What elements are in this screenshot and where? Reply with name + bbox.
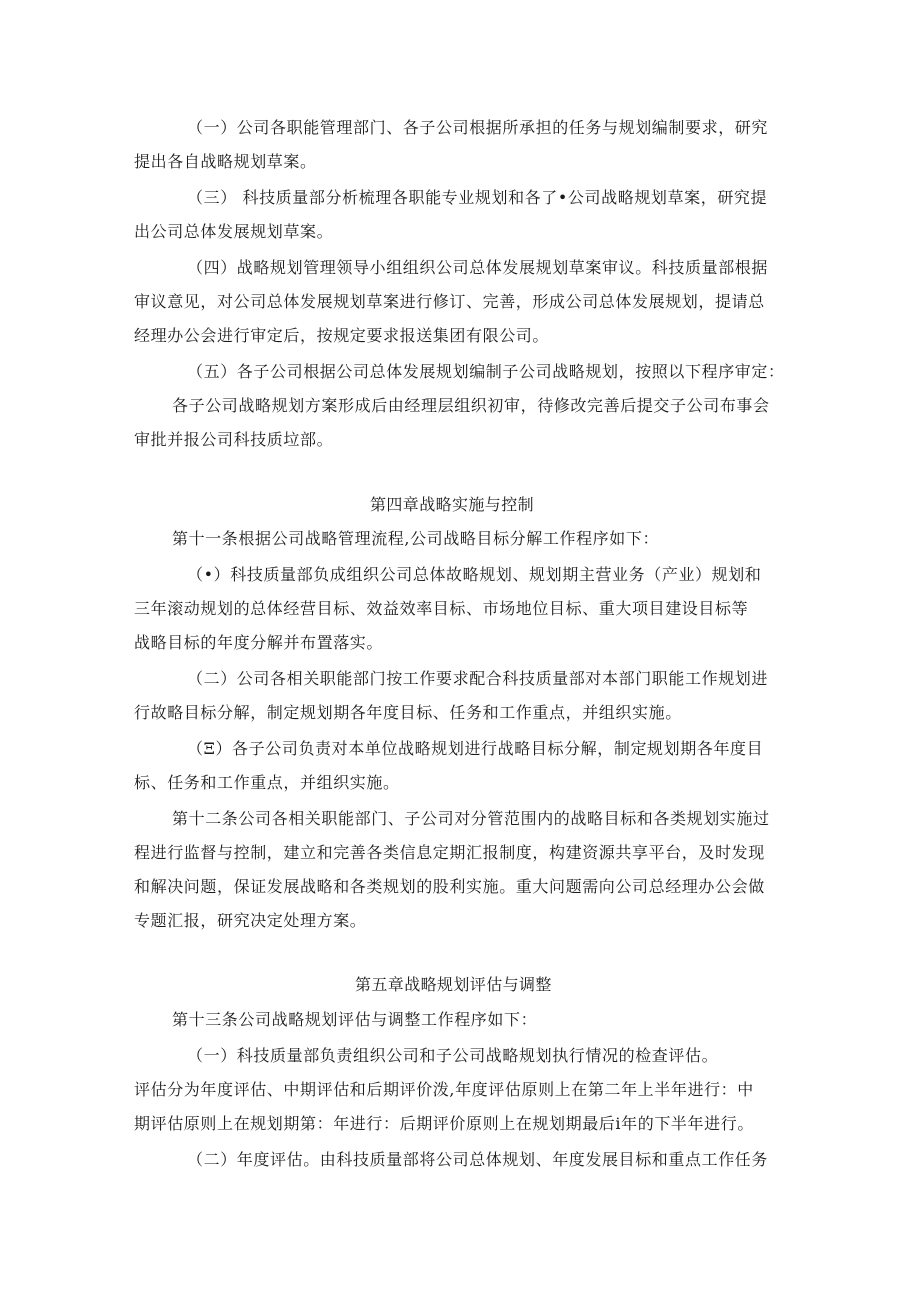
ch5-paragraph-1-line-2: 评估分为年度评估、中期评估和后期评价泼,年度评估原则上在第二年上半年进行：中 [134,1080,754,1099]
ch5-paragraph-2-line-1: （二）年度评估。由科技质量部将公司总体规划、年度发展目标和重点工作任务 [187,1150,769,1169]
paragraph-4-line-1: （五）各子公司根据公司总体发展规划编制子公司战略规划，按照以下程序审定： [187,362,785,381]
ch5-paragraph-1-line-1: （一）科技质量部负责组织公司和子公司战略规划执行情况的检查评估。 [187,1046,719,1065]
paragraph-4-line-2: 各子公司战略规划方案形成后由经理层组织初审，待修改完善后提交子公司布事会 [172,396,770,415]
article-12-line-2: 程进行监督与控制，建立和完善各类信息定期汇报制度，构建资源共享平台，及时发现 [134,843,765,862]
paragraph-2-line-2: 出公司总体发展规划草案。 [134,222,334,241]
chapter-4-title: 第四章战略实施与控制 [370,495,535,514]
ch5-paragraph-1-line-3: 期评估原则上在规划期第：年进行：后期评价原则上在规划期最后i年的下半年进行。 [134,1114,754,1133]
article-13: 第十三条公司战略规划评估与调整工作程序如下： [172,1010,538,1029]
paragraph-3-line-3: 经理办公会进行审定后，按规定要求报送集团有限公司。 [134,326,550,345]
paragraph-3-line-2: 审议意见，对公司总体发展规划草案进行修订、完善，形成公司总体发展规划，提请总 [134,292,765,311]
article-12-line-3: 和解决问题，保证发展战略和各类规划的股利实施。重大问题需向公司总经理办公会做 [134,877,765,896]
paragraph-4-line-3: 审批并报公司科技质垃部。 [134,430,334,449]
ch4-paragraph-1-line-3: 战略目标的年度分解并布置落实。 [134,633,384,652]
ch4-paragraph-2-line-1: （二）公司各相关职能部门按工作要求配合科技质量部对本部门职能工作规划进 [187,669,769,688]
paragraph-1-line-1: （一）公司各职能管理部门、各子公司根据所承担的任务与规划编制要求，研究 [187,118,769,137]
paragraph-3-line-1: （四）战略规划管理领导小组组织公司总体发展规划草案审议。科技质量部根据 [187,258,769,277]
ch4-paragraph-3-line-1: （Ξ）各子公司负责对本单位战略规划进行战略目标分解，制定规划期各年度目 [187,739,764,758]
ch4-paragraph-1-line-2: 三年滚动规划的总体经营目标、效益效率目标、市场地位目标、重大项目建设目标等 [134,599,749,618]
ch4-paragraph-2-line-2: 行故略目标分解，制定规划期各年度目标、任务和工作重点，并组织实施。 [134,703,682,722]
article-12-line-4: 专题汇报，研究决定处理方案。 [134,911,367,930]
ch4-paragraph-3-line-2: 标、任务和工作重点，并组织实施。 [134,773,400,792]
article-12-line-1: 第十二条公司各相关职能部门、子公司对分管范围内的战略目标和各类规划实施过 [172,809,770,828]
chapter-5-title: 第五章战略规划评估与调整 [355,975,552,994]
paragraph-1-line-2: 提出各自战略规划草案。 [134,152,317,171]
ch4-paragraph-1-line-1: （•）科技质量部负成组织公司总体故略规划、规划期主营业务（产业）规划和 [187,565,762,584]
paragraph-2-line-1: （三） 科技质量部分析梳理各职能专业规划和各了•公司战略规划草案，研究提 [187,188,768,207]
article-11: 第十一条根据公司战略管理流程,公司战略目标分解工作程序如下： [172,529,660,548]
